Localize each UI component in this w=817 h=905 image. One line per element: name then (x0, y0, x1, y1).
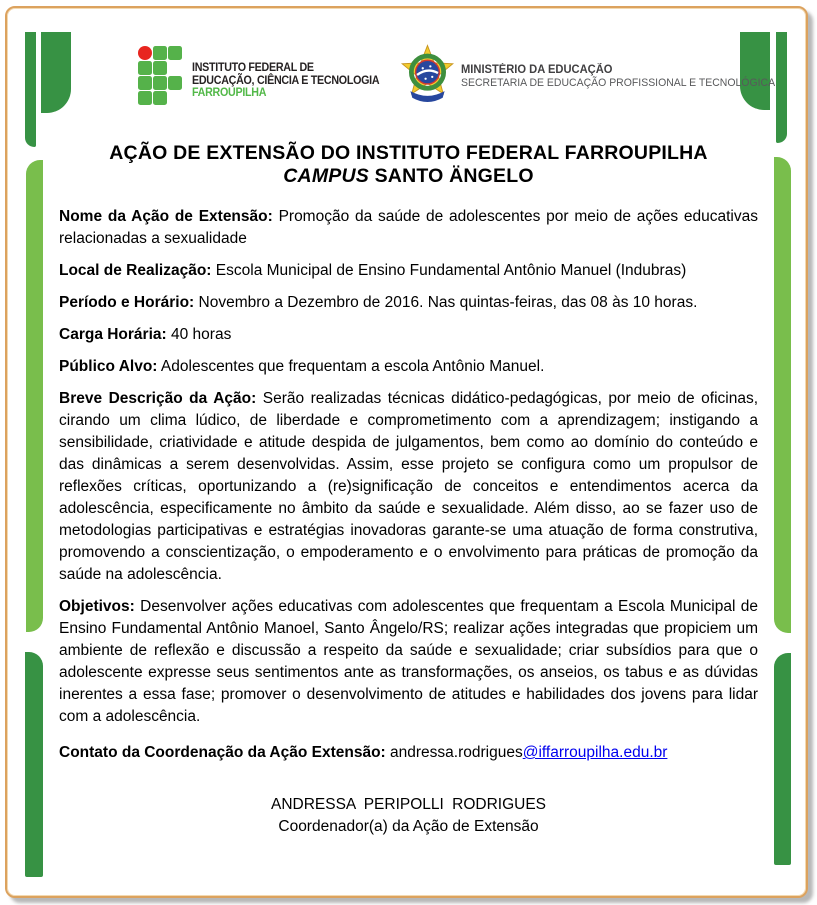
field-carga-value: 40 horas (166, 326, 232, 343)
field-local (59, 260, 758, 282)
field-periodo-value: Novembro a Dezembro de 2016. Nas quintas-feiras, das 08 às 10 horas. (194, 294, 698, 311)
field-descricao (59, 388, 758, 586)
logo-red-dot (138, 46, 152, 60)
coordinator-name: ANDRESSA PERIPOLLI RODRIGUES (270, 796, 547, 813)
field-publico-label: Público Alvo: (59, 358, 158, 375)
field-nome (59, 206, 758, 250)
field-nome-label: Nome da Ação de Extensão: (59, 208, 273, 225)
field-nome-value: Promoção da saúde de adolescentes por meio de ações educativas relacionadas a sexualidade (59, 208, 759, 247)
brazil-coat-of-arms-icon (399, 43, 456, 105)
field-descricao-value: Serão realizadas técnicas didático-pedagógicas, por meio de oficinas, cirando um clima lúdico, de liberdade e comprometimento com a aprendizagem; instigando a sensibilidade, criatividade e atitude despida de julgamentos, bem como ao domínio do conteúdo e das dinâmicas a serem desenvolvidas. Assim, esse projeto se configura como um propulsor de reflexões críticas, oportunizando a (re)significação de conceitos e entendimentos acerca da adolescência, especificamente no âmbito da saúde e sexualidade. Além disso, ao se fazer uso de metodologias participativas e estratégias inovadoras garante-se uma atuação de forma construtiva, promovendo a conscientização, o empoderamento e o envolvimento para práticas de promoção da saúde na adolescência. (59, 390, 759, 583)
institution-line2: EDUCAÇÃO, CIÊNCIA E TECNOLOGIA (192, 74, 380, 87)
field-objetivos-value: Desenvolver ações educativas com adolescentes que frequentam a Escola Municipal de Ensino Fundamental Antônio Manoel, Santo Ângelo/RS; realizar ações integradas que propiciem um ambiente de reflexão e discussão a respeito da saúde e sexualidade; criar subsídios para que o adolescente expresse seus sentimentos ante as transformações, os anseios, os tabus e as dúvidas inerentes a essa fase; promover o desenvolvimento de atitudes e habilidades dos jovens para lidar com a adolescência. (59, 598, 758, 725)
logo-square (138, 91, 152, 105)
coordinator-role: Coordenador(a) da Ação de Extensão (278, 818, 539, 835)
logo-square (138, 61, 152, 75)
logo-square (153, 76, 167, 90)
signature-block (59, 794, 758, 838)
field-periodo-label: Período e Horário: (59, 294, 195, 311)
field-periodo (59, 292, 758, 314)
contact-line (59, 742, 758, 764)
logo-square (168, 76, 182, 90)
ministry-line2: SECRETARIA DE EDUCAÇÃO PROFISSIONAL E TECNOLÓGICA (461, 77, 776, 89)
decor-bar-left-light (26, 160, 43, 632)
title-campus-italic: CAMPUS (283, 165, 369, 187)
logo-square (138, 76, 152, 90)
logo-square (168, 46, 182, 60)
logo-square (153, 61, 167, 75)
decor-bar-top-left-narrow (25, 32, 36, 147)
title-line2 (0, 165, 817, 188)
title-campus-name: SANTO ÄNGELO (368, 165, 534, 187)
decor-bar-bottom-right (774, 653, 791, 865)
email-link[interactable]: @iffarroupilha.edu.br (522, 744, 668, 761)
field-carga (59, 324, 758, 346)
logo-square (153, 91, 167, 105)
decor-bar-top-left-wide (41, 32, 71, 113)
title-line1: AÇÃO DE EXTENSÃO DO INSTITUTO FEDERAL FARROUPILHA (109, 142, 708, 164)
field-descricao-label: Breve Descrição da Ação: (59, 390, 257, 407)
institution-name (192, 62, 379, 100)
field-objetivos (59, 596, 758, 728)
field-carga-label: Carga Horária: (59, 326, 167, 343)
logo-square (153, 46, 167, 60)
institution-line1: INSTITUTO FEDERAL DE (192, 62, 314, 74)
if-farroupilha-logo-icon (138, 46, 182, 105)
field-publico (59, 356, 758, 378)
ministry-name (461, 64, 775, 90)
institution-line3: FARROUPILHA (192, 87, 267, 99)
field-objetivos-label: Objetivos: (59, 598, 135, 615)
field-local-value: Escola Municipal de Ensino Fundamental Antônio Manuel (Indubras) (211, 262, 687, 279)
document-title (0, 142, 817, 188)
contact-label: Contato da Coordenação da Ação Extensão: (59, 744, 386, 761)
decor-bar-right-light (774, 157, 791, 633)
ministry-line1: MINISTÉRIO DA EDUCAÇÃO (461, 64, 613, 76)
decor-bar-bottom-left (25, 652, 43, 877)
contact-email-plain: andressa.rodrigues (385, 744, 523, 761)
field-publico-value: Adolescentes que frequentam a escola Antônio Manuel. (157, 358, 545, 375)
field-local-label: Local de Realização: (59, 262, 212, 279)
decor-bar-top-right-narrow (776, 32, 787, 143)
document-body (59, 206, 758, 848)
